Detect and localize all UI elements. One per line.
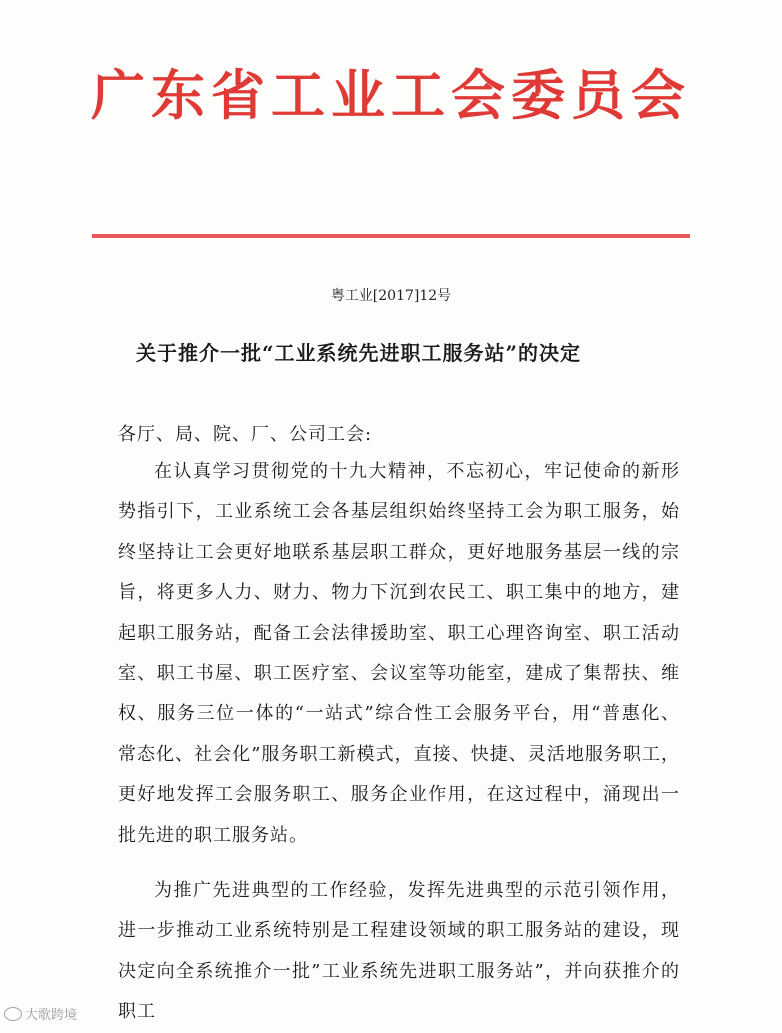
watermark	[4, 1004, 77, 1023]
document-title: 关于推介一批“工业系统先进职工服务站”的决定	[136, 341, 582, 365]
watermark-logo-icon	[4, 1007, 22, 1021]
salutation: 各厅、局、院、厂、公司工会:	[118, 424, 373, 445]
letterhead-title: 广东省工业工会委员会	[91, 63, 691, 127]
red-divider-rule	[92, 234, 690, 238]
body-paragraph-1: 在认真学习贯彻党的十九大精神，不忘初心，牢记使命的新形势指引下，工业系统工会各基层组织始终坚持工会为职工服务，始终坚持让工会更好地联系基层职工群众，更好地服务基层一线的宗旨，将更多人力、财力、物力下沉到农民工、职工集中的地方，建起职工服务站，配备工会法律援助室、职工心理咨询室、职工活动室、职工书屋、职工医疗室、会议室等功能室，建成了集帮扶、维权、服务三位一体的“一站式”综合性工会服务平台，用“普惠化、常态化、社会化”服务职工新模式，直接、快捷、灵活地服务职工，更好地发挥工会服务职工、服务企业作用，在这过程中，涌现出一批先进的职工服务站。	[118, 461, 680, 846]
watermark-text: 大歌跨境	[25, 1008, 78, 1023]
document-number: 粤工业[2017]12号	[330, 288, 452, 304]
body-paragraph-2: 为推广先进典型的工作经验，发挥先进典型的示范引领作用，进一步推动工业系统特别是工程建设领域的职工服务站的建设，现决定向全系统推介一批”工业系统先进职工服务站”，并向获推介的职工	[118, 880, 680, 1023]
